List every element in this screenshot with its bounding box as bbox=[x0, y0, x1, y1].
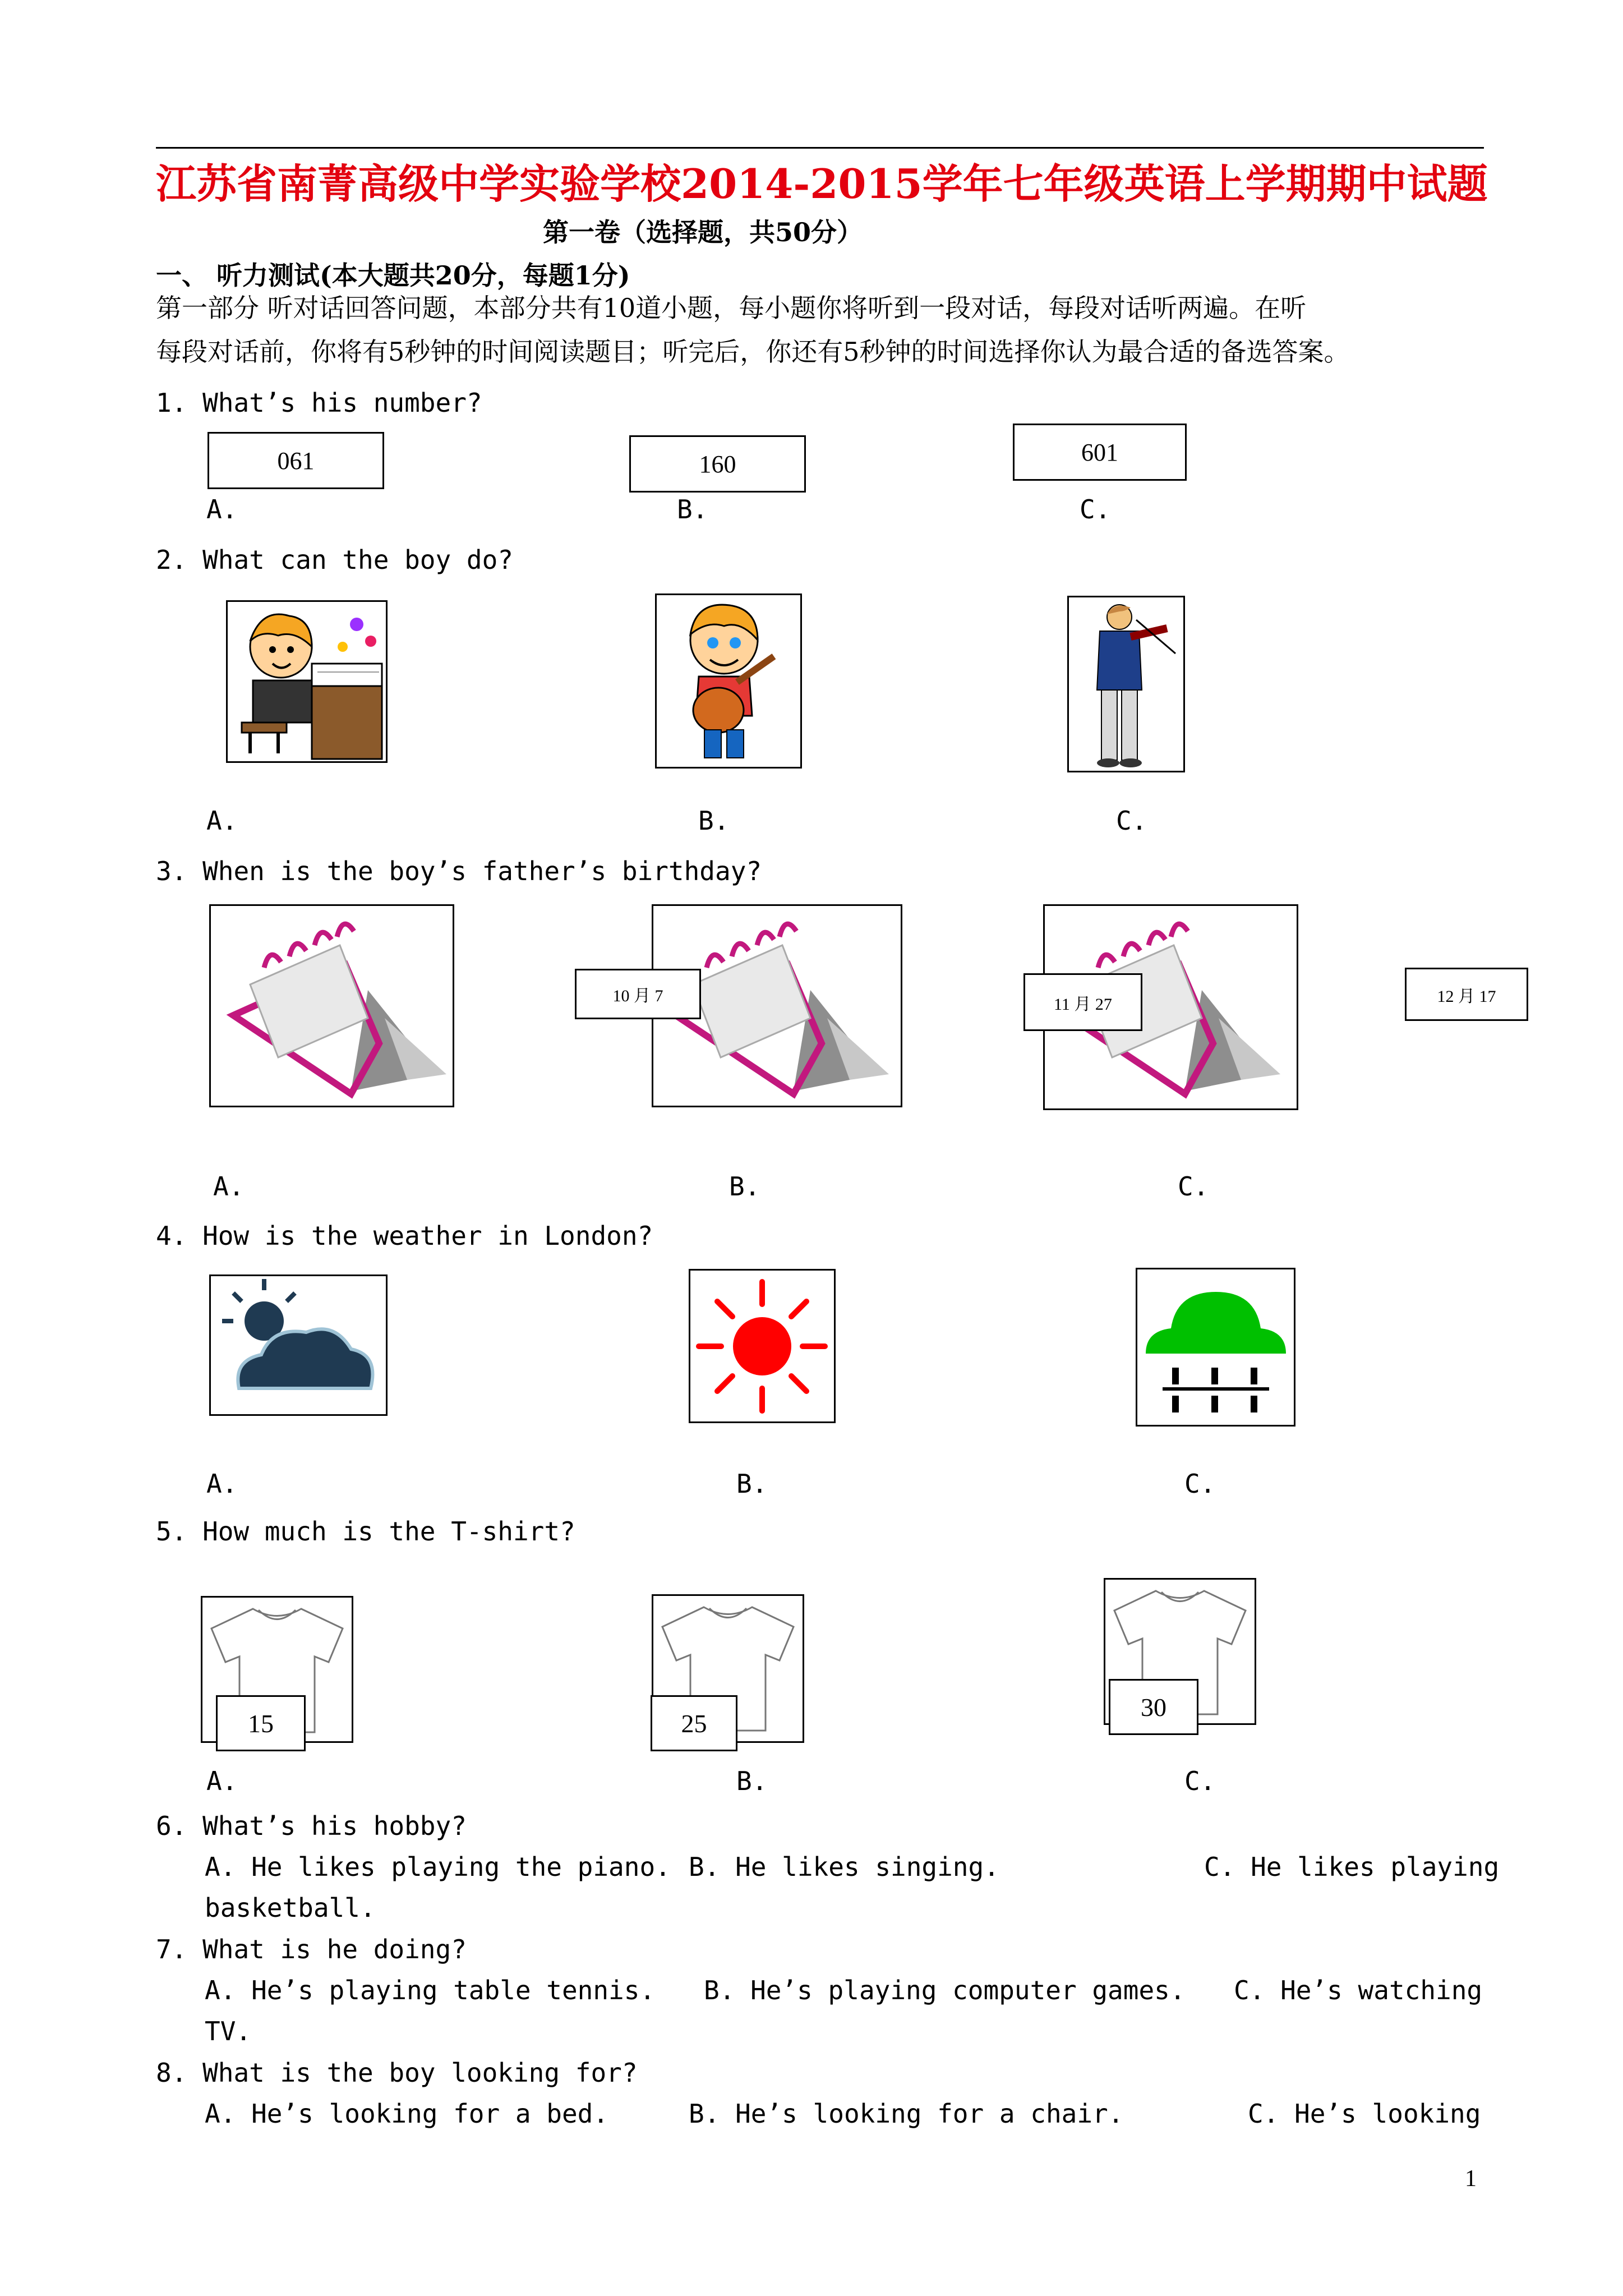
q7-option-c-continued: TV. bbox=[205, 2016, 252, 2046]
q7-option-c: C. He’s watching bbox=[1234, 1975, 1483, 2005]
section-heading: 一、 听力测试(本大题共20分，每题1分) bbox=[156, 260, 630, 291]
q1-option-a-box: 061 bbox=[208, 432, 384, 489]
q1-letter-a: A. bbox=[206, 494, 238, 524]
q5-option-b-price-box: 25 bbox=[651, 1695, 737, 1751]
q4-letter-b: B. bbox=[736, 1469, 768, 1499]
q5-letter-c: C. bbox=[1184, 1766, 1216, 1796]
q6-option-a: A. He likes playing the piano. bbox=[205, 1852, 671, 1882]
instructions-line-1: 第一部分 听对话回答问题，本部分共有10道小题，每小题你将听到一段对话，每段对话听两遍。在听 bbox=[156, 293, 1307, 323]
q4-option-a-cloudy-image bbox=[209, 1274, 388, 1416]
part-heading: 第一卷（选择题，共50分） bbox=[543, 217, 863, 247]
q7-stem: 7. What is he doing? bbox=[156, 1934, 467, 1964]
q3-option-a-calendar-image bbox=[209, 904, 454, 1107]
q3-letter-a: A. bbox=[213, 1171, 245, 1202]
q2-option-b-guitar-image bbox=[655, 593, 802, 769]
q5-letter-a: A. bbox=[206, 1766, 238, 1796]
q2-letter-c: C. bbox=[1116, 806, 1147, 836]
q2-stem: 2. What can the boy do? bbox=[156, 545, 513, 575]
instructions bbox=[156, 286, 1491, 374]
q1-letter-c: C. bbox=[1080, 494, 1111, 524]
q1-stem: 1. What’s his number? bbox=[156, 388, 482, 418]
q2-letter-a: A. bbox=[206, 806, 238, 836]
document-title: 江苏省南菁高级中学实验学校2014-2015学年七年级英语上学期期中试题 bbox=[156, 160, 1488, 208]
q3-option-c-date-box: 12 月 17 bbox=[1405, 968, 1528, 1021]
q6-option-b: B. He likes singing. bbox=[689, 1852, 999, 1882]
page-number: 1 bbox=[1465, 2166, 1477, 2192]
q8-option-b: B. He’s looking for a chair. bbox=[689, 2099, 1124, 2129]
q4-letter-c: C. bbox=[1184, 1469, 1216, 1499]
q3-option-a-date-box: 10 月 7 bbox=[575, 969, 701, 1019]
q3-option-b-date-box: 11 月 27 bbox=[1023, 973, 1142, 1031]
q2-option-a-piano-image bbox=[226, 600, 388, 763]
q5-option-a-price-box: 15 bbox=[216, 1695, 306, 1751]
q4-letter-a: A. bbox=[206, 1469, 238, 1499]
q4-option-c-rainy-image bbox=[1136, 1268, 1295, 1427]
q1-option-b-box: 160 bbox=[629, 435, 806, 493]
q1-option-c-box: 601 bbox=[1013, 424, 1187, 481]
q6-option-c: C. He likes playing bbox=[1204, 1852, 1500, 1882]
q3-stem: 3. When is the boy’s father’s birthday? bbox=[156, 856, 762, 886]
header-rule bbox=[156, 147, 1484, 149]
q1-letter-b: B. bbox=[677, 494, 708, 524]
q8-option-c: C. He’s looking bbox=[1248, 2099, 1481, 2129]
q3-letter-b: B. bbox=[729, 1171, 760, 1202]
q5-stem: 5. How much is the T-shirt? bbox=[156, 1516, 575, 1547]
q2-letter-b: B. bbox=[698, 806, 730, 836]
q5-letter-b: B. bbox=[736, 1766, 768, 1796]
q8-stem: 8. What is the boy looking for? bbox=[156, 2058, 638, 2088]
q5-option-c-price-box: 30 bbox=[1109, 1679, 1198, 1735]
q2-option-c-violin-image bbox=[1067, 596, 1185, 772]
q8-option-a: A. He’s looking for a bed. bbox=[205, 2099, 609, 2129]
q6-stem: 6. What’s his hobby? bbox=[156, 1811, 467, 1841]
q7-option-b: B. He’s playing computer games. bbox=[704, 1975, 1186, 2005]
instructions-line-2: 每段对话前，你将有5秒钟的时间阅读题目；听完后，你还有5秒钟的时间选择你认为最合适的备选答案。 bbox=[156, 337, 1350, 367]
q4-stem: 4. How is the weather in London? bbox=[156, 1221, 653, 1251]
q4-option-b-sunny-image bbox=[689, 1269, 836, 1423]
q3-letter-c: C. bbox=[1178, 1171, 1209, 1202]
q7-option-a: A. He’s playing table tennis. bbox=[205, 1975, 656, 2005]
q6-option-c-continued: basketball. bbox=[205, 1893, 376, 1923]
